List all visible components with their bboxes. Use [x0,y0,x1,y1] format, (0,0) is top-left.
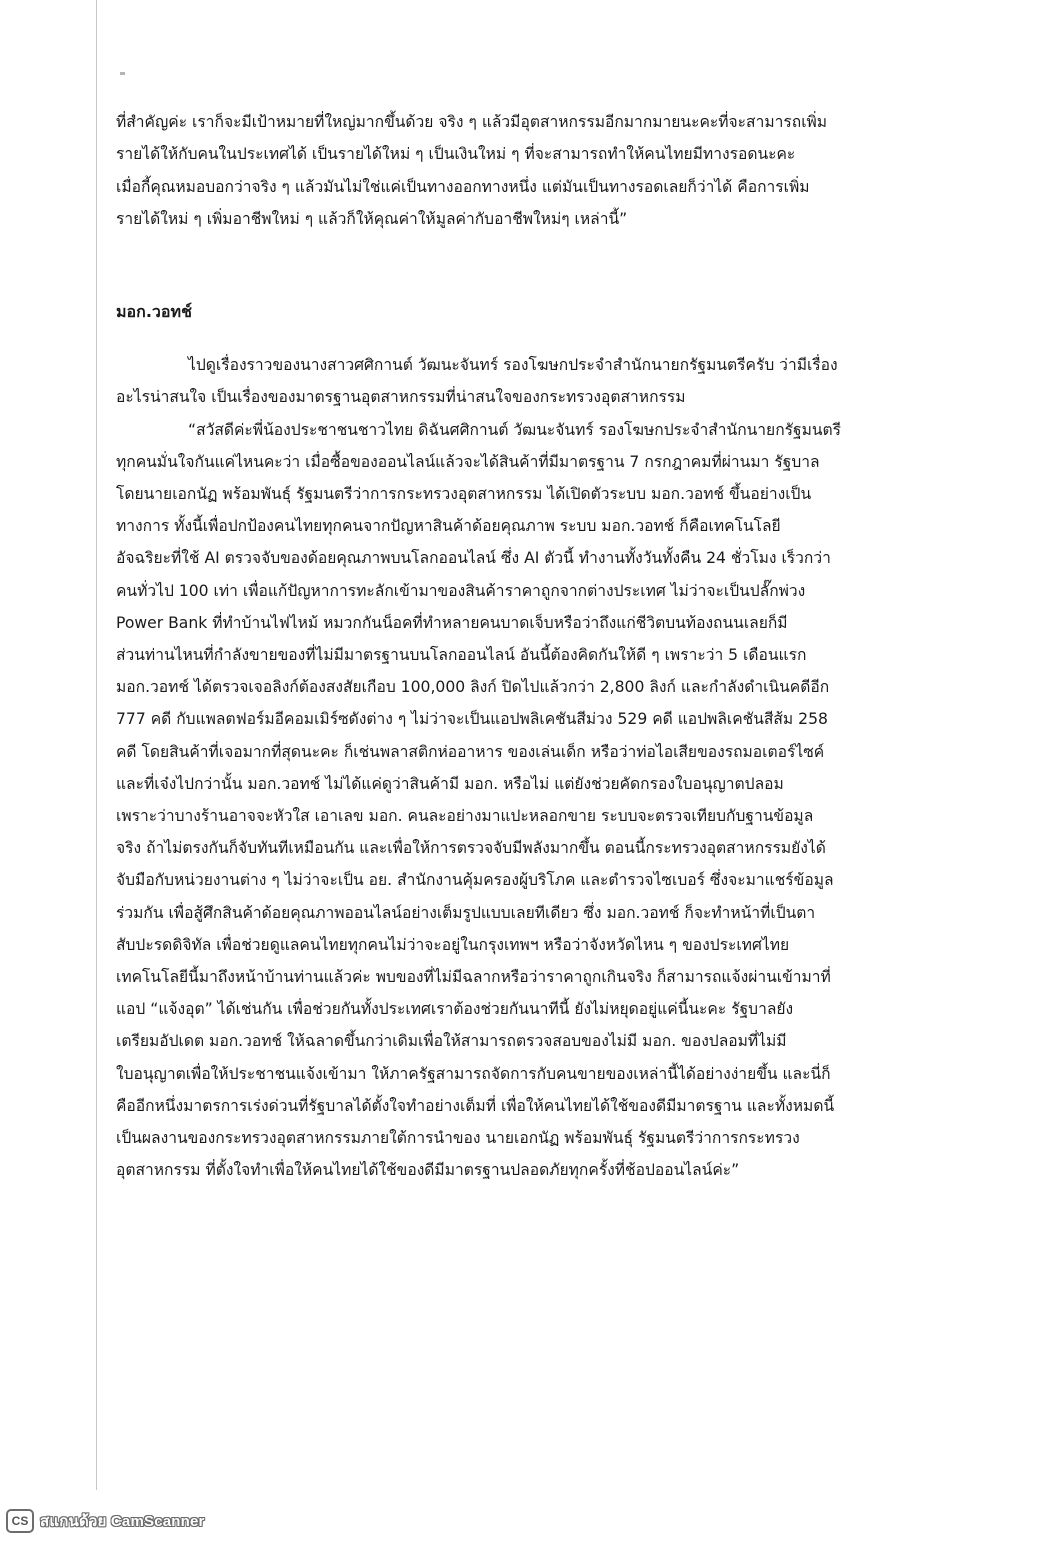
camscanner-logo-icon: CS [6,1509,34,1533]
intro-paragraph: ไปดูเรื่องราวของนางสาวศศิกานต์ วัฒนะจันทร์ รองโฆษกประจำสำนักนายกรัฐมนตรีครับ ว่ามีเรื่อง อะไรน่าสนใจ เป็นเรื่องของมาตรฐานอุตสาหกรรมที่น่าสนใจของกระทรวงอุตสาหกรรม [116,356,838,406]
camscanner-watermark [6,1508,205,1534]
quote-paragraph: “สวัสดีค่ะพี่น้องประชาชนชาวไทย ดิฉันศศิกานต์ วัฒนะจันทร์ รองโฆษกประจำสำนักนายกรัฐมนตรี ทุกคนมั่นใจกันแค่ไหนคะว่า เมื่อซื้อของออนไลน์แล้วจะได้สินค้าที่มีมาตรฐาน 7 กรกฎาคมที่ผ่านมา รัฐบาล โดยนายเอกนัฏ พร้อมพันธุ์ รัฐมนตรีว่าการกระทรวงอุตสาหกรรม ได้เปิดตัวระบบ มอก.วอทช์ ขึ้นอย่างเป็น ทางการ ทั้งนี้เพื่อปกป้องคนไทยทุกคนจากปัญหาสินค้าด้อยคุณภาพ ระบบ มอก.วอทช์ ก็คือเทคโนโลยี อัจฉริยะที่ใช้ AI ตรวจจับของด้อยคุณภาพบนโลกออนไลน์ ซึ่ง AI ตัวนี้ ทำงานทั้งวันทั้งคืน 24 ชั่วโมง เร็วกว่า คนทั่วไป 100 เท่า เพื่อแก้ปัญหาการทะลักเข้ามาของสินค้าราคาถูกจากต่างประเทศ ไม่ว่าจะเป็นปลั๊กพ่วง Power Bank ที่ทำบ้านไฟไหม้ หมวกกันน็อคที่ทำหลายคนบาดเจ็บหรือว่าถึงแก่ชีวิตบนท้องถนนเลยก็มี ส่วนท่านไหนที่กำลังขายของที่ไม่มีมาตรฐานบนโลกออนไลน์ อันนี้ต้องคิดกันให้ดี ๆ เพราะว่า 5 เดือนแรก มอก.วอทช์ ได้ตรวจเจอลิงก์ต้องสงสัยเกือบ 100,000 ลิงก์ ปิดไปแล้วกว่า 2,800 ลิงก์ และกำลังดำเนินคดีอีก 777 คดี กับแพลตฟอร์มอีคอมเมิร์ซดังต่าง ๆ ไม่ว่าจะเป็นแอปพลิเคชันสีม่วง 529 คดี แอปพลิเคชันสีส้ม 258 คดี โดยสินค้าที่เจอมากที่สุดนะคะ ก็เช่นพลาสติกห่ออาหาร ของเล่นเด็ก หรือว่าท่อไอเสียของรถมอเตอร์ไซค์ และที่เจ๋งไปกว่านั้น มอก.วอทช์ ไม่ได้แค่ดูว่าสินค้ามี มอก. หรือไม่ แต่ยังช่วยคัดกรองใบอนุญาตปลอม เพราะว่าบางร้านอาจจะหัวใส เอาเลข มอก. คนละอย่างมาแปะหลอกขาย ระบบจะตรวจเทียบกับฐานข้อมูล จริง ถ้าไม่ตรงกันก็จับทันทีเหมือนกัน และเพื่อให้การตรวจจับมีพลังมากขึ้น ตอนนี้กระทรวงอุตสาหกรรมยังได้ จับมือกับหน่วยงานต่าง ๆ ไม่ว่าจะเป็น อย. สำนักงานคุ้มครองผู้บริโภค และตำรวจไซเบอร์ ซึ่งจะมาแชร์ข้อมูล ร่วมกัน เพื่อสู้ศึกสินค้าด้อยคุณภาพออนไลน์อย่างเต็มรูปแบบเลยทีเดียว ซึ่ง มอก.วอทช์ ก็จะทำหน้าที่เป็นตา สับปะรดดิจิทัล เพื่อช่วยดูแลคนไทยทุกคนไม่ว่าจะอยู่ในกรุงเทพฯ หรือว่าจังหวัดไหน ๆ ของประเทศไทย เทคโนโลยีนี้มาถึงหน้าบ้านท่านแล้วค่ะ พบของที่ไม่มีฉลากหรือว่าราคาถูกเกินจริง ก็สามารถแจ้งผ่านเข้ามาที่ แอป “แจ้งอุต” ได้เช่นกัน เพื่อช่วยกันทั้งประเทศเราต้องช่วยกันนาทีนี้ ยังไม่หยุดอยู่แค่นี้นะคะ รัฐบาลยัง เตรียมอัปเดต มอก.วอทช์ ให้ฉลาดขึ้นกว่าเดิมเพื่อให้สามารถตรวจสอบของไม่มี มอก. ของปลอมที่ไม่มี ใบอนุญาตเพื่อให้ประชาชนแจ้งเข้ามา ให้ภาครัฐสามารถจัดการกับคนขายของเหล่านี้ได้อย่างง่ายขึ้น และนี่ก็ คืออีกหนึ่งมาตรการเร่งด่วนที่รัฐบาลได้ตั้งใจทำอย่างเต็มที่ เพื่อให้คนไทยได้ใช้ของดีมีมาตรฐาน และทั้งหมดนี้ เป็นผลงานของกระทรวงอุตสาหกรรมภายใต้การนำของ นายเอกนัฏ พร้อมพันธุ์ รัฐมนตรีว่าการกระทรวง อุตสาหกรรม ที่ตั้งใจทำเพื่อให้คนไทยได้ใช้ของดีมีมาตรฐานปลอดภัยทุกครั้งที่ช้อปออนไลน์ค่ะ” [116,420,842,1180]
section-heading: มอก.วอทช์ [116,302,192,321]
watermark-text: สแกนด้วย CamScanner [40,1513,205,1530]
opening-section [116,106,928,235]
opening-paragraph: ที่สำคัญค่ะ เราก็จะมีเป้าหมายที่ใหญ่มากขึ้นด้วย จริง ๆ แล้วมีอุตสาหกรรมอีกมากมายนะคะที่จะสามารถเพิ่ม รายได้ให้กับคนในประเทศได้ เป็นรายได้ใหม่ ๆ เป็นเงินใหม่ ๆ ที่จะสามารถทำให้คนไทยมีทางรอดนะคะ เมื่อกี้คุณหมอบอกว่าจริง ๆ แล้วมันไม่ใช่แค่เป็นทางออกทางหนึ่ง แต่มันเป็นทางรอดเลยก็ว่าได้ คือการเพิ่ม รายได้ใหม่ ๆ เพิ่มอาชีพใหม่ ๆ แล้วก็ให้คุณค่าให้มูลค่ากับอาชีพใหม่ๆ เหล่านี้” [116,113,828,228]
scan-speck [120,72,125,75]
page-margin-line [96,0,97,1490]
article-body [116,350,928,1186]
